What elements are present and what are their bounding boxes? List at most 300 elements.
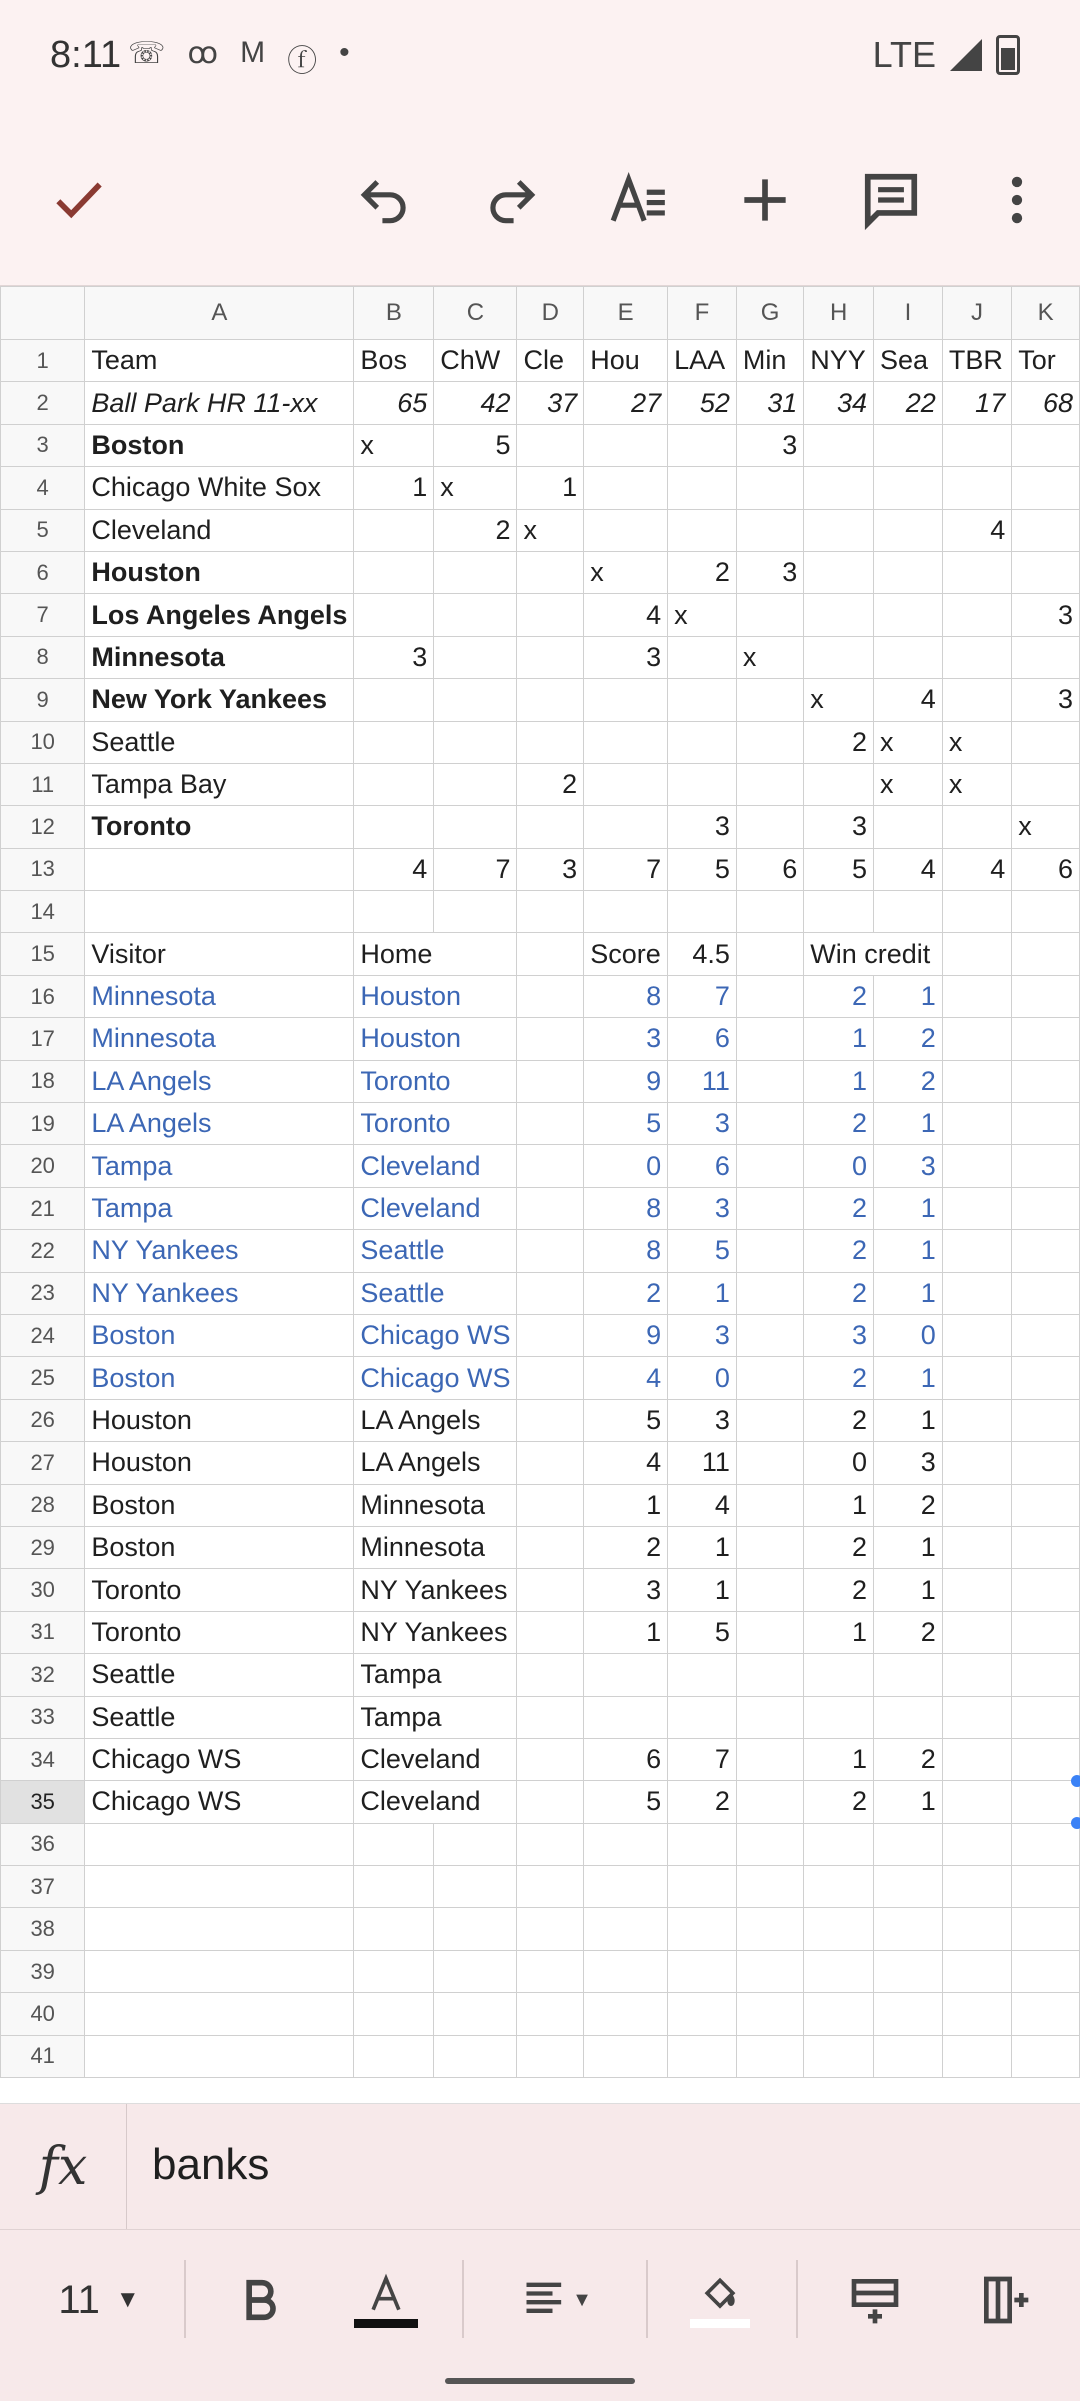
cell[interactable] <box>942 1357 1011 1399</box>
cell[interactable] <box>1012 1442 1080 1484</box>
cell[interactable] <box>804 509 874 551</box>
cell[interactable] <box>874 806 943 848</box>
cell[interactable] <box>942 1738 1011 1780</box>
cell[interactable] <box>804 1696 874 1738</box>
cell[interactable]: NY Yankees <box>85 1230 354 1272</box>
cell[interactable] <box>874 467 943 509</box>
cell[interactable]: 7 <box>668 1738 737 1780</box>
cell[interactable]: 3 <box>736 424 803 466</box>
cell[interactable]: 1 <box>874 1187 943 1229</box>
cell[interactable]: 4 <box>942 848 1011 890</box>
cell[interactable]: 37 <box>517 382 584 424</box>
cell[interactable] <box>517 2035 584 2077</box>
cell[interactable] <box>1012 1611 1080 1653</box>
cell[interactable]: 4 <box>584 594 668 636</box>
cell[interactable] <box>942 467 1011 509</box>
cell[interactable]: Visitor <box>85 933 354 975</box>
cell[interactable]: Los Angeles Angels <box>85 594 354 636</box>
cell[interactable]: Min <box>736 340 803 382</box>
cell[interactable] <box>1012 933 1080 975</box>
cell[interactable] <box>517 1950 584 1992</box>
cell[interactable]: Cleveland <box>354 1781 517 1823</box>
cell[interactable] <box>942 1145 1011 1187</box>
row-header[interactable]: 28 <box>1 1484 85 1526</box>
cell[interactable] <box>942 1018 1011 1060</box>
cell[interactable] <box>804 594 874 636</box>
cell[interactable] <box>942 1950 1011 1992</box>
cell[interactable]: 1 <box>804 1611 874 1653</box>
cell[interactable] <box>942 1866 1011 1908</box>
cell[interactable]: 3 <box>874 1442 943 1484</box>
cell[interactable] <box>1012 763 1080 805</box>
cell[interactable]: x <box>942 721 1011 763</box>
row-header[interactable]: 35 <box>1 1781 85 1823</box>
cell[interactable] <box>517 1696 584 1738</box>
row-header[interactable]: 10 <box>1 721 85 763</box>
cell[interactable] <box>434 891 517 933</box>
cell[interactable]: Cleveland <box>354 1145 517 1187</box>
cell[interactable] <box>874 424 943 466</box>
cell[interactable]: x <box>354 424 434 466</box>
column-header[interactable]: E <box>584 287 668 340</box>
cell[interactable] <box>434 1950 517 1992</box>
cell[interactable]: Minnesota <box>85 636 354 678</box>
cell[interactable]: x <box>736 636 803 678</box>
cell[interactable] <box>942 1272 1011 1314</box>
cell[interactable] <box>942 1230 1011 1272</box>
insert-row-icon[interactable] <box>830 2260 920 2340</box>
cell[interactable] <box>584 763 668 805</box>
selection-handle[interactable] <box>1071 1817 1080 1829</box>
cell[interactable] <box>434 806 517 848</box>
cell[interactable]: 5 <box>668 1611 737 1653</box>
cell[interactable]: Minnesota <box>354 1484 517 1526</box>
cell[interactable]: Toronto <box>354 1060 517 1102</box>
cell[interactable] <box>736 509 803 551</box>
cell[interactable] <box>1012 1823 1080 1865</box>
cell[interactable]: x <box>584 551 668 593</box>
cell[interactable] <box>942 1781 1011 1823</box>
cell[interactable] <box>942 806 1011 848</box>
cell[interactable]: Tampa <box>85 1145 354 1187</box>
cell[interactable]: x <box>942 763 1011 805</box>
column-header[interactable]: B <box>354 287 434 340</box>
cell[interactable] <box>874 594 943 636</box>
cell[interactable]: 2 <box>584 1272 668 1314</box>
cell[interactable] <box>736 1781 803 1823</box>
row-header[interactable]: 33 <box>1 1696 85 1738</box>
cell[interactable]: 2 <box>517 763 584 805</box>
cell[interactable]: 1 <box>804 1060 874 1102</box>
selection-handle[interactable] <box>1071 1775 1080 1787</box>
cell[interactable] <box>942 1399 1011 1441</box>
cell[interactable] <box>1012 1950 1080 1992</box>
cell[interactable]: x <box>517 509 584 551</box>
cell[interactable] <box>584 1993 668 2035</box>
cell[interactable]: Houston <box>85 1399 354 1441</box>
cell[interactable]: 3 <box>668 1103 737 1145</box>
bold-icon[interactable] <box>220 2260 300 2340</box>
cell[interactable]: 4 <box>942 509 1011 551</box>
cell[interactable]: Tampa <box>354 1654 517 1696</box>
cell[interactable] <box>942 594 1011 636</box>
cell[interactable] <box>1012 1484 1080 1526</box>
cell[interactable] <box>804 891 874 933</box>
cell[interactable] <box>874 1993 943 2035</box>
cell[interactable] <box>668 509 737 551</box>
cell[interactable]: x <box>434 467 517 509</box>
cell[interactable]: Tampa Bay <box>85 763 354 805</box>
cell[interactable] <box>1012 551 1080 593</box>
cell[interactable] <box>354 1950 434 1992</box>
cell[interactable] <box>668 679 737 721</box>
row-header[interactable]: 29 <box>1 1526 85 1568</box>
cell[interactable] <box>804 2035 874 2077</box>
cell[interactable]: 6 <box>584 1738 668 1780</box>
cell[interactable] <box>1012 1866 1080 1908</box>
comment-icon[interactable] <box>846 155 936 245</box>
cell[interactable] <box>584 679 668 721</box>
cell[interactable] <box>804 424 874 466</box>
cell[interactable] <box>584 1823 668 1865</box>
cell[interactable] <box>1012 1357 1080 1399</box>
cell[interactable] <box>584 891 668 933</box>
cell[interactable]: Team <box>85 340 354 382</box>
cell[interactable]: 2 <box>804 1526 874 1568</box>
cell[interactable] <box>517 1060 584 1102</box>
cell[interactable] <box>668 1696 737 1738</box>
cell[interactable] <box>584 1950 668 1992</box>
cell[interactable] <box>517 1781 584 1823</box>
cell[interactable] <box>1012 721 1080 763</box>
cell[interactable] <box>668 1993 737 2035</box>
cell[interactable] <box>1012 1781 1080 1823</box>
cell[interactable] <box>1012 467 1080 509</box>
cell[interactable]: 2 <box>668 551 737 593</box>
cell[interactable] <box>1012 1654 1080 1696</box>
cell[interactable]: Minnesota <box>85 1018 354 1060</box>
column-header[interactable]: K <box>1012 287 1080 340</box>
column-header[interactable]: G <box>736 287 803 340</box>
cell[interactable] <box>1012 636 1080 678</box>
cell[interactable]: 7 <box>584 848 668 890</box>
cell[interactable]: x <box>874 763 943 805</box>
cell[interactable]: NYY <box>804 340 874 382</box>
cell[interactable] <box>517 1018 584 1060</box>
row-header[interactable]: 41 <box>1 2035 85 2077</box>
cell[interactable]: 6 <box>668 1145 737 1187</box>
cell[interactable]: 1 <box>804 1738 874 1780</box>
cell[interactable] <box>517 1526 584 1568</box>
cell[interactable]: 4.5 <box>668 933 737 975</box>
row-header[interactable]: 13 <box>1 848 85 890</box>
cell[interactable] <box>1012 2035 1080 2077</box>
cell[interactable]: 42 <box>434 382 517 424</box>
cell[interactable] <box>668 1654 737 1696</box>
cell[interactable]: 2 <box>874 1484 943 1526</box>
cell[interactable]: 0 <box>804 1145 874 1187</box>
cell[interactable]: 1 <box>668 1272 737 1314</box>
cell[interactable] <box>736 721 803 763</box>
cell[interactable] <box>354 551 434 593</box>
cell[interactable] <box>584 509 668 551</box>
row-header[interactable]: 12 <box>1 806 85 848</box>
cell[interactable] <box>1012 1272 1080 1314</box>
cell[interactable]: Tampa <box>354 1696 517 1738</box>
row-header[interactable]: 27 <box>1 1442 85 1484</box>
cell[interactable] <box>942 1993 1011 2035</box>
row-header[interactable]: 18 <box>1 1060 85 1102</box>
cell[interactable] <box>85 891 354 933</box>
row-header[interactable]: 26 <box>1 1399 85 1441</box>
cell[interactable] <box>354 1993 434 2035</box>
cell[interactable] <box>434 551 517 593</box>
cell[interactable] <box>584 424 668 466</box>
cell[interactable] <box>942 551 1011 593</box>
cell[interactable]: Boston <box>85 1526 354 1568</box>
row-header[interactable]: 16 <box>1 975 85 1017</box>
cell[interactable] <box>736 1526 803 1568</box>
cell[interactable] <box>85 1908 354 1950</box>
cell[interactable] <box>517 891 584 933</box>
row-header[interactable]: 31 <box>1 1611 85 1653</box>
cell[interactable]: 5 <box>584 1781 668 1823</box>
cell[interactable] <box>942 1823 1011 1865</box>
cell[interactable]: 34 <box>804 382 874 424</box>
cell[interactable]: 9 <box>584 1314 668 1356</box>
text-format-icon[interactable] <box>594 155 684 245</box>
cell[interactable]: LA Angels <box>354 1399 517 1441</box>
cell[interactable] <box>736 1314 803 1356</box>
cell[interactable]: 1 <box>584 1484 668 1526</box>
cell[interactable] <box>736 1187 803 1229</box>
cell[interactable] <box>1012 509 1080 551</box>
cell[interactable] <box>942 1611 1011 1653</box>
cell[interactable] <box>942 1314 1011 1356</box>
cell[interactable] <box>804 1993 874 2035</box>
cell[interactable]: 4 <box>584 1442 668 1484</box>
cell[interactable] <box>942 1187 1011 1229</box>
cell[interactable] <box>85 848 354 890</box>
cell[interactable]: Seattle <box>85 1654 354 1696</box>
cell[interactable] <box>1012 891 1080 933</box>
cell[interactable]: Boston <box>85 1484 354 1526</box>
cell[interactable]: x <box>668 594 737 636</box>
cell[interactable] <box>804 551 874 593</box>
cell[interactable] <box>517 1484 584 1526</box>
cell[interactable] <box>736 1696 803 1738</box>
cell[interactable] <box>354 721 434 763</box>
cell[interactable]: x <box>1012 806 1080 848</box>
cell[interactable]: 3 <box>804 806 874 848</box>
cell[interactable]: 0 <box>874 1314 943 1356</box>
cell[interactable] <box>668 1823 737 1865</box>
cell[interactable] <box>517 594 584 636</box>
cell[interactable] <box>584 2035 668 2077</box>
cell[interactable]: 2 <box>874 1611 943 1653</box>
cell[interactable]: LA Angels <box>85 1060 354 1102</box>
row-header[interactable]: 1 <box>1 340 85 382</box>
cell[interactable]: 65 <box>354 382 434 424</box>
cell[interactable] <box>942 933 1011 975</box>
cell[interactable] <box>434 1993 517 2035</box>
cell[interactable]: Seattle <box>85 721 354 763</box>
cell[interactable]: 3 <box>1012 679 1080 721</box>
cell[interactable]: Sea <box>874 340 943 382</box>
cell[interactable]: 1 <box>668 1526 737 1568</box>
cell[interactable]: 1 <box>874 975 943 1017</box>
cell[interactable] <box>517 1993 584 2035</box>
cell[interactable] <box>668 891 737 933</box>
cell[interactable]: Cleveland <box>85 509 354 551</box>
row-header[interactable]: 30 <box>1 1569 85 1611</box>
cell[interactable] <box>942 1696 1011 1738</box>
cell[interactable]: 2 <box>668 1781 737 1823</box>
cell[interactable]: 3 <box>804 1314 874 1356</box>
cell[interactable]: 4 <box>668 1484 737 1526</box>
cell[interactable]: 8 <box>584 1230 668 1272</box>
cell[interactable]: Seattle <box>354 1272 517 1314</box>
cell[interactable]: 2 <box>434 509 517 551</box>
cell[interactable] <box>517 1357 584 1399</box>
cell[interactable] <box>942 891 1011 933</box>
row-header[interactable]: 4 <box>1 467 85 509</box>
cell[interactable] <box>942 1442 1011 1484</box>
cell[interactable]: Minnesota <box>85 975 354 1017</box>
cell[interactable]: 1 <box>874 1399 943 1441</box>
cell[interactable] <box>517 1442 584 1484</box>
cell[interactable] <box>942 424 1011 466</box>
cell[interactable] <box>354 1908 434 1950</box>
cell[interactable] <box>668 424 737 466</box>
cell[interactable]: 3 <box>668 1187 737 1229</box>
cell[interactable] <box>517 1654 584 1696</box>
cell[interactable] <box>804 1654 874 1696</box>
cell[interactable]: Boston <box>85 1314 354 1356</box>
cell[interactable]: Tampa <box>85 1187 354 1229</box>
font-size-dropdown[interactable] <box>44 2260 154 2340</box>
cell[interactable] <box>736 1442 803 1484</box>
cell[interactable] <box>517 1230 584 1272</box>
cell[interactable] <box>874 509 943 551</box>
cell[interactable]: 9 <box>584 1060 668 1102</box>
cell[interactable]: 1 <box>874 1569 943 1611</box>
cell[interactable] <box>736 891 803 933</box>
cell[interactable]: 1 <box>874 1357 943 1399</box>
cell[interactable]: LA Angels <box>85 1103 354 1145</box>
cell[interactable] <box>668 1950 737 1992</box>
cell[interactable]: Boston <box>85 1357 354 1399</box>
cell[interactable] <box>434 763 517 805</box>
cell[interactable] <box>1012 1060 1080 1102</box>
cell[interactable] <box>584 1866 668 1908</box>
cell[interactable] <box>874 1696 943 1738</box>
row-header[interactable]: 6 <box>1 551 85 593</box>
cell[interactable] <box>584 1654 668 1696</box>
cell[interactable] <box>874 1908 943 1950</box>
cell[interactable] <box>736 679 803 721</box>
cell[interactable] <box>517 1272 584 1314</box>
cell[interactable]: Bos <box>354 340 434 382</box>
cell[interactable]: 8 <box>584 1187 668 1229</box>
cell[interactable] <box>1012 975 1080 1017</box>
cell[interactable] <box>354 806 434 848</box>
row-header[interactable]: 38 <box>1 1908 85 1950</box>
cell[interactable] <box>942 1484 1011 1526</box>
cell[interactable]: 3 <box>668 1314 737 1356</box>
cell[interactable]: Win credit <box>804 933 943 975</box>
cell[interactable] <box>736 1866 803 1908</box>
cell[interactable]: Seattle <box>85 1696 354 1738</box>
row-header[interactable]: 5 <box>1 509 85 551</box>
cell[interactable]: 2 <box>804 1357 874 1399</box>
cell[interactable]: 2 <box>804 1187 874 1229</box>
cell[interactable] <box>874 2035 943 2077</box>
cell[interactable]: Chicago WS <box>354 1314 517 1356</box>
more-vert-icon[interactable] <box>972 155 1062 245</box>
cell[interactable] <box>874 1950 943 1992</box>
row-header[interactable]: 3 <box>1 424 85 466</box>
cell[interactable] <box>736 1230 803 1272</box>
cell[interactable] <box>1012 1399 1080 1441</box>
cell[interactable] <box>85 1823 354 1865</box>
cell[interactable]: 5 <box>804 848 874 890</box>
cell[interactable]: 3 <box>874 1145 943 1187</box>
cell[interactable] <box>517 806 584 848</box>
cell[interactable] <box>736 1950 803 1992</box>
cell[interactable] <box>874 891 943 933</box>
cell[interactable]: 0 <box>804 1442 874 1484</box>
row-header[interactable]: 40 <box>1 1993 85 2035</box>
cell[interactable]: 2 <box>804 1103 874 1145</box>
fx-icon[interactable]: fx <box>0 2104 127 2229</box>
row-header[interactable]: 8 <box>1 636 85 678</box>
cell[interactable]: 6 <box>668 1018 737 1060</box>
cell[interactable] <box>736 1357 803 1399</box>
cell[interactable] <box>354 1823 434 1865</box>
cell[interactable] <box>1012 1230 1080 1272</box>
cell[interactable]: 68 <box>1012 382 1080 424</box>
cell[interactable] <box>1012 1696 1080 1738</box>
column-header[interactable]: C <box>434 287 517 340</box>
cell[interactable] <box>804 1908 874 1950</box>
cell[interactable]: 3 <box>517 848 584 890</box>
cell[interactable] <box>517 1611 584 1653</box>
cell[interactable] <box>85 2035 354 2077</box>
cell[interactable] <box>668 763 737 805</box>
cell[interactable] <box>434 1866 517 1908</box>
cell[interactable]: 4 <box>354 848 434 890</box>
cell[interactable]: 1 <box>804 1018 874 1060</box>
cell[interactable] <box>517 1569 584 1611</box>
cell[interactable] <box>736 1145 803 1187</box>
cell[interactable] <box>804 1950 874 1992</box>
cell[interactable]: Toronto <box>354 1103 517 1145</box>
row-header[interactable]: 9 <box>1 679 85 721</box>
cell[interactable] <box>942 1060 1011 1102</box>
cell[interactable] <box>942 2035 1011 2077</box>
cell[interactable] <box>517 1823 584 1865</box>
cell[interactable] <box>736 1060 803 1102</box>
cell[interactable]: x <box>804 679 874 721</box>
cell[interactable] <box>736 1611 803 1653</box>
cell[interactable] <box>668 2035 737 2077</box>
cell[interactable] <box>736 1103 803 1145</box>
cell[interactable]: 31 <box>736 382 803 424</box>
cell[interactable] <box>517 1399 584 1441</box>
cell[interactable] <box>85 1950 354 1992</box>
cell[interactable] <box>942 1103 1011 1145</box>
